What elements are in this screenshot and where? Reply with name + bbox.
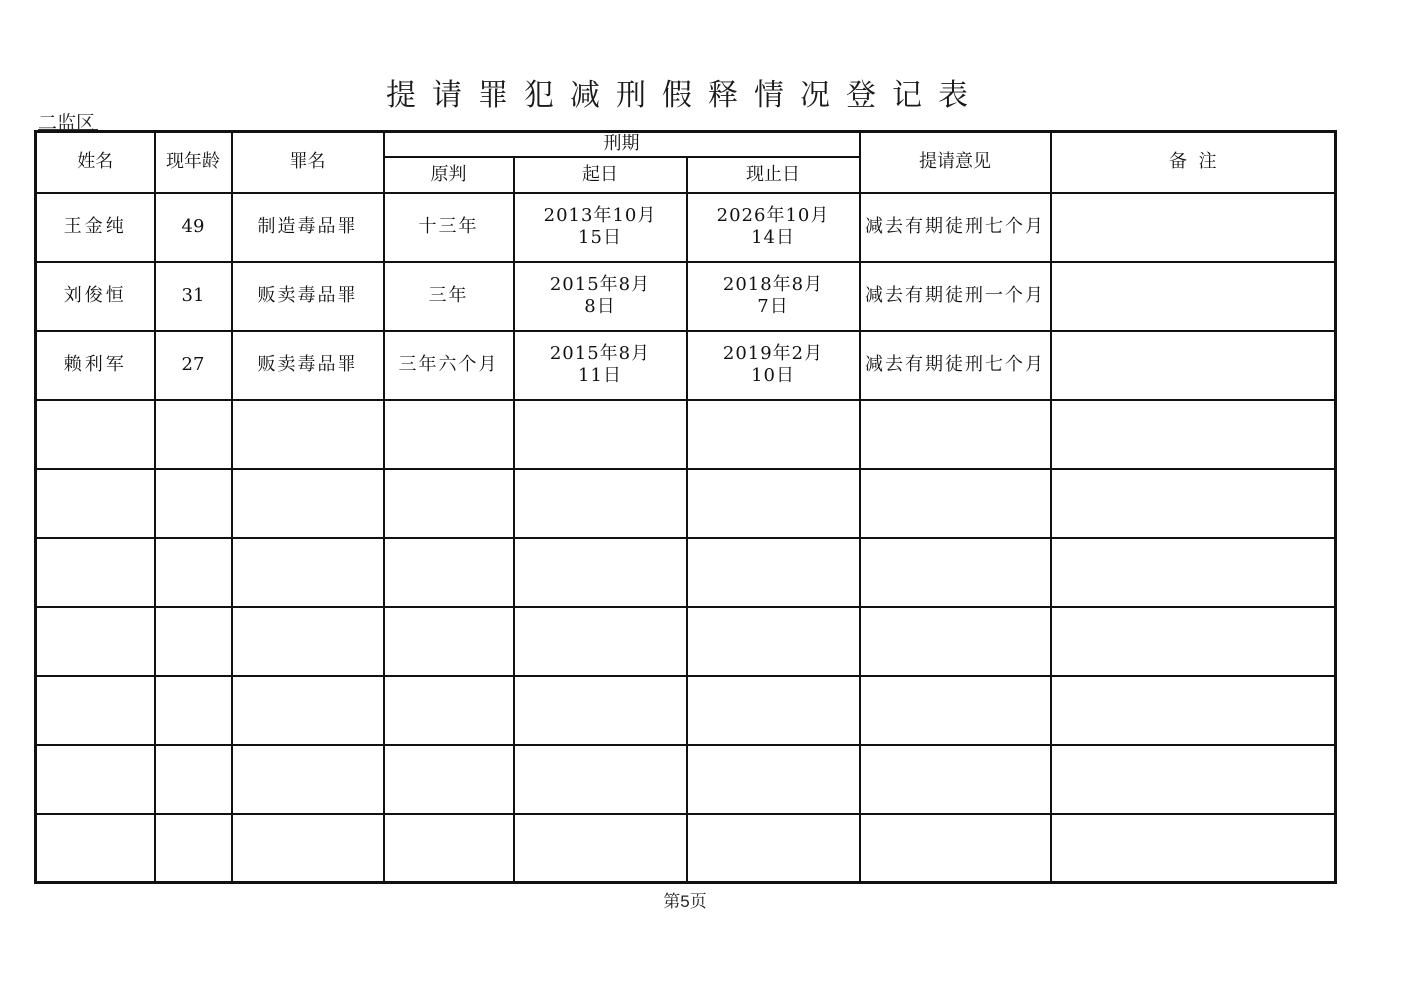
empty-cell <box>36 538 155 607</box>
empty-cell <box>36 607 155 676</box>
empty-cell <box>860 538 1051 607</box>
table-row <box>36 331 1336 400</box>
empty-cell <box>860 814 1051 883</box>
empty-cell <box>514 607 687 676</box>
header-name: 姓名 <box>36 132 155 193</box>
empty-row <box>36 676 1336 745</box>
header-end: 现止日 <box>687 157 860 193</box>
header-row-1 <box>36 132 1336 157</box>
empty-cell <box>155 538 232 607</box>
cell-name: 刘俊恒 <box>36 262 155 331</box>
start-date-line2: 8日 <box>584 296 616 317</box>
cell-original: 三年 <box>384 262 514 331</box>
registration-table <box>34 130 1337 884</box>
empty-cell <box>1051 814 1336 883</box>
empty-cell <box>514 538 687 607</box>
empty-cell <box>384 814 514 883</box>
empty-cell <box>232 814 384 883</box>
empty-cell <box>155 814 232 883</box>
header-age: 现年龄 <box>155 132 232 193</box>
empty-cell <box>1051 469 1336 538</box>
empty-cell <box>384 745 514 814</box>
cell-remark <box>1051 193 1336 262</box>
empty-cell <box>514 814 687 883</box>
cell-end-date <box>687 262 860 331</box>
empty-cell <box>514 745 687 814</box>
empty-row <box>36 400 1336 469</box>
cell-original: 三年六个月 <box>384 331 514 400</box>
empty-cell <box>232 469 384 538</box>
empty-row <box>36 469 1336 538</box>
cell-remark <box>1051 262 1336 331</box>
empty-row <box>36 814 1336 883</box>
cell-crime: 贩卖毒品罪 <box>232 331 384 400</box>
empty-row <box>36 745 1336 814</box>
empty-cell <box>384 676 514 745</box>
end-date-line1: 2026年10月 <box>716 205 830 227</box>
empty-cell <box>36 676 155 745</box>
empty-cell <box>687 676 860 745</box>
empty-cell <box>860 676 1051 745</box>
empty-cell <box>155 676 232 745</box>
empty-cell <box>384 607 514 676</box>
empty-cell <box>36 400 155 469</box>
end-date-line1: 2018年8月 <box>722 274 824 296</box>
empty-cell <box>860 400 1051 469</box>
empty-cell <box>384 538 514 607</box>
end-date-line1: 2019年2月 <box>722 343 824 365</box>
empty-cell <box>155 400 232 469</box>
empty-cell <box>687 814 860 883</box>
empty-cell <box>514 469 687 538</box>
cell-age: 27 <box>155 331 232 400</box>
unit-label: 二监区 <box>38 112 96 134</box>
empty-cell <box>687 469 860 538</box>
empty-cell <box>384 400 514 469</box>
empty-cell <box>514 400 687 469</box>
end-date-line2: 7日 <box>757 296 789 317</box>
empty-cell <box>860 745 1051 814</box>
empty-cell <box>155 745 232 814</box>
page-number: 第5页 <box>663 892 707 911</box>
empty-cell <box>36 745 155 814</box>
header-crime: 罪名 <box>232 132 384 193</box>
empty-cell <box>1051 745 1336 814</box>
empty-cell <box>232 745 384 814</box>
cell-name: 王金纯 <box>36 193 155 262</box>
empty-cell <box>1051 400 1336 469</box>
empty-cell <box>1051 538 1336 607</box>
header-original: 原判 <box>384 157 514 193</box>
cell-opinion: 减去有期徒刑七个月 <box>860 331 1051 400</box>
empty-cell <box>232 400 384 469</box>
empty-cell <box>687 607 860 676</box>
cell-start-date <box>514 193 687 262</box>
empty-cell <box>232 607 384 676</box>
empty-cell <box>687 745 860 814</box>
empty-cell <box>687 538 860 607</box>
form-title: 提请罪犯减刑假释情况登记表 <box>386 78 984 113</box>
empty-cell <box>860 469 1051 538</box>
start-date-line1: 2015年8月 <box>549 343 651 365</box>
empty-cell <box>232 538 384 607</box>
header-term: 刑期 <box>384 132 860 157</box>
empty-cell <box>1051 607 1336 676</box>
empty-cell <box>155 607 232 676</box>
cell-remark <box>1051 331 1336 400</box>
empty-cell <box>36 469 155 538</box>
cell-opinion: 减去有期徒刑一个月 <box>860 262 1051 331</box>
header-opinion: 提请意见 <box>860 132 1051 193</box>
empty-cell <box>36 814 155 883</box>
start-date-line2: 15日 <box>578 227 622 248</box>
end-date-line2: 14日 <box>751 227 795 248</box>
empty-row <box>36 538 1336 607</box>
cell-crime: 贩卖毒品罪 <box>232 262 384 331</box>
empty-cell <box>687 400 860 469</box>
empty-cell <box>514 676 687 745</box>
cell-name: 赖利军 <box>36 331 155 400</box>
empty-row <box>36 607 1336 676</box>
cell-age: 49 <box>155 193 232 262</box>
end-date-line2: 10日 <box>751 365 795 386</box>
header-remark: 备 注 <box>1051 132 1336 193</box>
start-date-line1: 2015年8月 <box>549 274 651 296</box>
cell-end-date <box>687 193 860 262</box>
header-start: 起日 <box>514 157 687 193</box>
cell-start-date <box>514 331 687 400</box>
empty-cell <box>860 607 1051 676</box>
start-date-line1: 2013年10月 <box>543 205 657 227</box>
empty-cell <box>384 469 514 538</box>
empty-cell <box>232 676 384 745</box>
cell-start-date <box>514 262 687 331</box>
table-row <box>36 262 1336 331</box>
cell-opinion: 减去有期徒刑七个月 <box>860 193 1051 262</box>
start-date-line2: 11日 <box>578 365 622 386</box>
cell-original: 十三年 <box>384 193 514 262</box>
empty-cell <box>1051 676 1336 745</box>
cell-age: 31 <box>155 262 232 331</box>
empty-cell <box>155 469 232 538</box>
table-row <box>36 193 1336 262</box>
cell-end-date <box>687 331 860 400</box>
cell-crime: 制造毒品罪 <box>232 193 384 262</box>
